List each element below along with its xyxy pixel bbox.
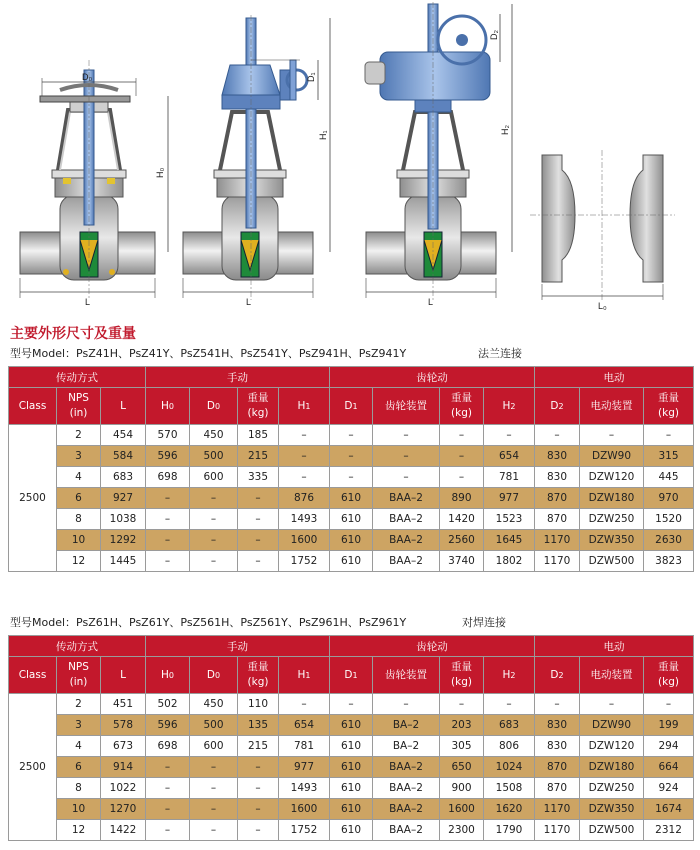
table-cell: DZW500	[580, 551, 644, 572]
header-drive-type: 传动方式	[9, 636, 146, 657]
spec-table-buttweld-body	[9, 694, 694, 841]
table-cell: –	[190, 778, 238, 799]
table-cell: 2312	[644, 820, 694, 841]
header-electric: 电动	[535, 636, 694, 657]
header-manual: 手动	[146, 636, 330, 657]
gear-valve-drawing	[183, 15, 330, 307]
table-cell: 1802	[484, 551, 535, 572]
header-weight-manual	[238, 388, 279, 425]
table-cell: 654	[279, 715, 330, 736]
manual-valve-drawing	[20, 60, 168, 307]
header-nps-label: NPS	[68, 392, 89, 404]
table-row	[9, 446, 694, 467]
table-cell: 578	[101, 715, 146, 736]
header-electric-device: 电动装置	[580, 657, 644, 694]
table-cell: 698	[146, 736, 190, 757]
table-cell: –	[190, 757, 238, 778]
header-d0	[190, 657, 238, 694]
dim-d2: D₂	[489, 30, 499, 40]
table-cell: 914	[101, 757, 146, 778]
header-h0-sub: 0	[168, 401, 175, 411]
table-cell: 584	[101, 446, 146, 467]
header-d1	[330, 657, 373, 694]
table-cell: 451	[101, 694, 146, 715]
header-weight-unit: (kg)	[247, 676, 269, 688]
table-cell: 6	[57, 757, 101, 778]
table-cell: 698	[146, 467, 190, 488]
spec-table-flanged-body	[9, 425, 694, 572]
dim-h1: H₁	[318, 130, 328, 140]
table-cell: 654	[484, 446, 535, 467]
table-cell: 502	[146, 694, 190, 715]
table-cell: –	[279, 446, 330, 467]
valve-drawings	[0, 0, 700, 318]
table-cell: 830	[535, 467, 580, 488]
table-cell: –	[238, 820, 279, 841]
table-cell: –	[146, 530, 190, 551]
header-d1-sub: 1	[352, 401, 358, 411]
table-cell: DZW120	[580, 467, 644, 488]
table-cell: BA–2	[373, 715, 440, 736]
table-cell: –	[190, 799, 238, 820]
table-cell: BAA–2	[373, 799, 440, 820]
table-cell: –	[330, 446, 373, 467]
header-h2-sub: 2	[510, 401, 516, 411]
table-cell: DZW500	[580, 820, 644, 841]
table-cell: 610	[330, 736, 373, 757]
table-cell: –	[484, 694, 535, 715]
header-weight-manual	[238, 657, 279, 694]
header-weight-gear	[440, 657, 484, 694]
header-d1-label: D	[344, 668, 353, 681]
table-row	[9, 488, 694, 509]
header-d2-label: D	[550, 399, 559, 412]
table-cell: 1523	[484, 509, 535, 530]
table-cell: 1170	[535, 820, 580, 841]
dim-l-2: L	[246, 297, 252, 307]
table-row	[9, 778, 694, 799]
table-cell: 335	[238, 467, 279, 488]
class-cell: 2500	[9, 425, 57, 572]
header-electric: 电动	[535, 367, 694, 388]
header-gear-device: 齿轮装置	[373, 657, 440, 694]
dim-d1: D₁	[306, 72, 316, 82]
table-cell: 1752	[279, 820, 330, 841]
table-cell: DZW90	[580, 446, 644, 467]
table-cell: 610	[330, 551, 373, 572]
table-cell: DZW250	[580, 778, 644, 799]
table-row	[9, 820, 694, 841]
table-row	[9, 799, 694, 820]
table-cell: 876	[279, 488, 330, 509]
connection-type-buttweld: 对焊连接	[462, 616, 506, 629]
table-cell: 110	[238, 694, 279, 715]
header-nps-unit: (in)	[69, 407, 88, 419]
table-cell: 683	[484, 715, 535, 736]
table-cell: 596	[146, 446, 190, 467]
header-h0	[146, 657, 190, 694]
table-cell: 924	[644, 778, 694, 799]
table-cell: –	[190, 530, 238, 551]
table-cell: 1170	[535, 530, 580, 551]
table-cell: 781	[484, 467, 535, 488]
table-cell: –	[330, 467, 373, 488]
table-cell: 2630	[644, 530, 694, 551]
table-cell: 8	[57, 778, 101, 799]
table-cell: 10	[57, 530, 101, 551]
table-cell: –	[146, 551, 190, 572]
table-cell: 1420	[440, 509, 484, 530]
table-cell: –	[279, 425, 330, 446]
header-h2	[484, 657, 535, 694]
table-row	[9, 757, 694, 778]
table-row	[9, 530, 694, 551]
header-nps-label: NPS	[68, 661, 89, 673]
table-cell: 203	[440, 715, 484, 736]
table-cell: 450	[190, 425, 238, 446]
dim-d0: D₀	[82, 72, 93, 82]
table-cell: –	[190, 820, 238, 841]
table-cell: –	[644, 425, 694, 446]
table-cell: 4	[57, 467, 101, 488]
table-cell: 2560	[440, 530, 484, 551]
header-d0-label: D	[206, 668, 216, 681]
section-title: 主要外形尺寸及重量	[10, 326, 136, 342]
table-cell: 870	[535, 757, 580, 778]
header-weight-label: 重量	[658, 392, 680, 404]
dim-h0: H₀	[155, 167, 165, 178]
header-h2	[484, 388, 535, 425]
table-cell: BAA–2	[373, 509, 440, 530]
header-d2-label: D	[550, 668, 559, 681]
table-cell: –	[190, 551, 238, 572]
table-cell: –	[440, 425, 484, 446]
table-cell: 1170	[535, 799, 580, 820]
header-nps-unit: (in)	[69, 676, 88, 688]
table-cell: DZW250	[580, 509, 644, 530]
table-cell: –	[146, 820, 190, 841]
table-cell: 610	[330, 488, 373, 509]
table-cell: –	[644, 694, 694, 715]
table-cell: –	[440, 467, 484, 488]
table-cell: 610	[330, 799, 373, 820]
table-cell: DZW350	[580, 530, 644, 551]
table-cell: –	[238, 488, 279, 509]
spec-table-buttweld	[8, 635, 694, 841]
table-cell: 610	[330, 820, 373, 841]
header-d1-sub: 1	[352, 670, 358, 680]
table-cell: 215	[238, 736, 279, 757]
table-cell: 12	[57, 820, 101, 841]
header-d2	[535, 388, 580, 425]
table-cell: 596	[146, 715, 190, 736]
table-cell: 185	[238, 425, 279, 446]
table-cell: 454	[101, 425, 146, 446]
table-cell: 600	[190, 467, 238, 488]
header-weight-label: 重量	[658, 661, 680, 673]
table-cell: –	[238, 530, 279, 551]
table-cell: 12	[57, 551, 101, 572]
table-cell: 1170	[535, 551, 580, 572]
table-cell: 781	[279, 736, 330, 757]
table-cell: DZW350	[580, 799, 644, 820]
header-d0-sub: 0	[215, 670, 221, 680]
header-drive-type: 传动方式	[9, 367, 146, 388]
table-cell: 315	[644, 446, 694, 467]
table-cell: 1022	[101, 778, 146, 799]
table-cell: –	[440, 694, 484, 715]
table-cell: 3740	[440, 551, 484, 572]
header-electric-device: 电动装置	[580, 388, 644, 425]
header-weight-label: 重量	[247, 392, 269, 404]
header-h0-label: H	[161, 668, 169, 681]
header-nps	[57, 657, 101, 694]
table-cell: –	[580, 694, 644, 715]
header-weight-unit: (kg)	[451, 407, 472, 419]
header-h0	[146, 388, 190, 425]
table-cell: –	[484, 425, 535, 446]
table-cell: 610	[330, 509, 373, 530]
table-cell: 1752	[279, 551, 330, 572]
table-cell: BAA–2	[373, 778, 440, 799]
header-d0-label: D	[206, 399, 216, 412]
table-cell: –	[373, 467, 440, 488]
header-d0-sub: 0	[215, 401, 221, 411]
header-h1-sub: 1	[305, 670, 311, 680]
table-cell: BAA–2	[373, 551, 440, 572]
table-cell: 500	[190, 715, 238, 736]
table-row	[9, 694, 694, 715]
table-cell: 806	[484, 736, 535, 757]
connection-type-flanged: 法兰连接	[478, 347, 522, 360]
table-cell: 1445	[101, 551, 146, 572]
table-cell: 830	[535, 446, 580, 467]
table-cell: –	[330, 694, 373, 715]
header-h2-label: H	[502, 399, 511, 412]
table-cell: 673	[101, 736, 146, 757]
header-h1	[279, 657, 330, 694]
table-cell: 1600	[279, 530, 330, 551]
table-cell: 870	[535, 488, 580, 509]
header-h1-sub: 1	[305, 401, 311, 411]
table-cell: 1520	[644, 509, 694, 530]
header-weight-label: 重量	[451, 661, 473, 673]
table-cell: BAA–2	[373, 530, 440, 551]
header-weight-gear	[440, 388, 484, 425]
table-cell: 1038	[101, 509, 146, 530]
model-line-buttweld: 型号Model：PsZ61H、PsZ61Y、PsZ561H、PsZ561Y、PsZ961H、PsZ961Y	[10, 616, 407, 629]
table-cell: 830	[535, 736, 580, 757]
table-cell: 830	[535, 715, 580, 736]
table-cell: 294	[644, 736, 694, 757]
header-h0-sub: 0	[168, 670, 175, 680]
header-weight-label: 重量	[247, 661, 269, 673]
header-h1-label: H	[297, 668, 306, 681]
table-cell: 3	[57, 715, 101, 736]
table-cell: 305	[440, 736, 484, 757]
table-cell: BA–2	[373, 736, 440, 757]
table-cell: 900	[440, 778, 484, 799]
table-cell: 650	[440, 757, 484, 778]
table-cell: 135	[238, 715, 279, 736]
table-cell: 870	[535, 509, 580, 530]
table-cell: 445	[644, 467, 694, 488]
table-row	[9, 509, 694, 530]
header-nps	[57, 388, 101, 425]
table-cell: 870	[535, 778, 580, 799]
header-d2	[535, 657, 580, 694]
header-weight-electric	[644, 657, 694, 694]
flange-section-drawing	[530, 150, 675, 311]
table-cell: BAA–2	[373, 488, 440, 509]
table-cell: 199	[644, 715, 694, 736]
table-cell: 1620	[484, 799, 535, 820]
header-d0	[190, 388, 238, 425]
header-class: Class	[9, 657, 57, 694]
table-cell: 570	[146, 425, 190, 446]
table-cell: –	[330, 425, 373, 446]
table-cell: BAA–2	[373, 757, 440, 778]
header-h2-label: H	[502, 668, 511, 681]
header-d1	[330, 388, 373, 425]
table-cell: 2	[57, 694, 101, 715]
table-cell: 500	[190, 446, 238, 467]
header-d2-sub: 2	[558, 670, 564, 680]
table-cell: 610	[330, 778, 373, 799]
table-cell: 6	[57, 488, 101, 509]
table-row	[9, 736, 694, 757]
table-cell: 977	[484, 488, 535, 509]
header-h0-label: H	[161, 399, 169, 412]
table-cell: BAA–2	[373, 820, 440, 841]
header-gear: 齿轮动	[330, 367, 535, 388]
table-cell: –	[146, 778, 190, 799]
table-cell: 1600	[279, 799, 330, 820]
table-cell: –	[146, 488, 190, 509]
header-d2-sub: 2	[558, 401, 564, 411]
dim-l-1: L	[85, 297, 91, 307]
table-cell: –	[190, 509, 238, 530]
table-cell: 1674	[644, 799, 694, 820]
table-cell: –	[238, 551, 279, 572]
header-weight-unit: (kg)	[658, 676, 679, 688]
model-line-flanged: 型号Model：PsZ41H、PsZ41Y、PsZ541H、PsZ541Y、PsZ941H、PsZ941Y	[10, 347, 407, 360]
table-cell: 600	[190, 736, 238, 757]
table-cell: –	[373, 425, 440, 446]
electric-valve-drawing	[365, 2, 512, 307]
table-cell: 1292	[101, 530, 146, 551]
table-cell: 3823	[644, 551, 694, 572]
table-cell: DZW180	[580, 757, 644, 778]
table-cell: 1790	[484, 820, 535, 841]
table-cell: 610	[330, 530, 373, 551]
header-gear: 齿轮动	[330, 636, 535, 657]
table-cell: –	[238, 799, 279, 820]
dim-l0: L₀	[598, 301, 607, 311]
table-cell: –	[238, 778, 279, 799]
table-cell: DZW90	[580, 715, 644, 736]
dim-h2: H₂	[500, 125, 510, 135]
table-cell: DZW120	[580, 736, 644, 757]
header-gear-device: 齿轮装置	[373, 388, 440, 425]
table-cell: 450	[190, 694, 238, 715]
table-cell: –	[190, 488, 238, 509]
table-cell: 1024	[484, 757, 535, 778]
table-cell: –	[279, 694, 330, 715]
class-cell: 2500	[9, 694, 57, 841]
table-cell: –	[440, 446, 484, 467]
header-l: L	[101, 388, 146, 425]
header-class: Class	[9, 388, 57, 425]
table-cell: 2300	[440, 820, 484, 841]
table-cell: 610	[330, 757, 373, 778]
table-cell: –	[146, 799, 190, 820]
table-cell: –	[373, 694, 440, 715]
table-row	[9, 715, 694, 736]
table-cell: 2	[57, 425, 101, 446]
table-cell: 215	[238, 446, 279, 467]
table-cell: –	[238, 757, 279, 778]
table-cell: –	[373, 446, 440, 467]
table-cell: –	[580, 425, 644, 446]
table-cell: 970	[644, 488, 694, 509]
header-weight-unit: (kg)	[658, 407, 679, 419]
table-cell: –	[535, 425, 580, 446]
table-row	[9, 467, 694, 488]
header-manual: 手动	[146, 367, 330, 388]
header-weight-unit: (kg)	[247, 407, 269, 419]
table-cell: 1493	[279, 509, 330, 530]
table-cell: 683	[101, 467, 146, 488]
header-h1	[279, 388, 330, 425]
table-cell: 1270	[101, 799, 146, 820]
table-row	[9, 551, 694, 572]
header-d1-label: D	[344, 399, 353, 412]
table-cell: 977	[279, 757, 330, 778]
table-cell: 1645	[484, 530, 535, 551]
table-cell: 3	[57, 446, 101, 467]
header-h2-sub: 2	[510, 670, 516, 680]
header-weight-unit: (kg)	[451, 676, 472, 688]
table-cell: 927	[101, 488, 146, 509]
table-cell: 4	[57, 736, 101, 757]
table-cell: 1600	[440, 799, 484, 820]
table-cell: 1508	[484, 778, 535, 799]
header-weight-electric	[644, 388, 694, 425]
table-cell: 664	[644, 757, 694, 778]
table-cell: –	[146, 509, 190, 530]
table-cell: –	[535, 694, 580, 715]
header-l: L	[101, 657, 146, 694]
table-cell: –	[146, 757, 190, 778]
table-cell: –	[238, 509, 279, 530]
table-cell: DZW180	[580, 488, 644, 509]
table-cell: 890	[440, 488, 484, 509]
table-cell: 8	[57, 509, 101, 530]
dim-l-3: L	[428, 297, 434, 307]
spec-table-flanged	[8, 366, 694, 572]
table-cell: 10	[57, 799, 101, 820]
table-cell: 1493	[279, 778, 330, 799]
table-cell: 610	[330, 715, 373, 736]
table-cell: 1422	[101, 820, 146, 841]
header-h1-label: H	[297, 399, 306, 412]
table-cell: –	[279, 467, 330, 488]
header-weight-label: 重量	[451, 392, 473, 404]
table-row	[9, 425, 694, 446]
